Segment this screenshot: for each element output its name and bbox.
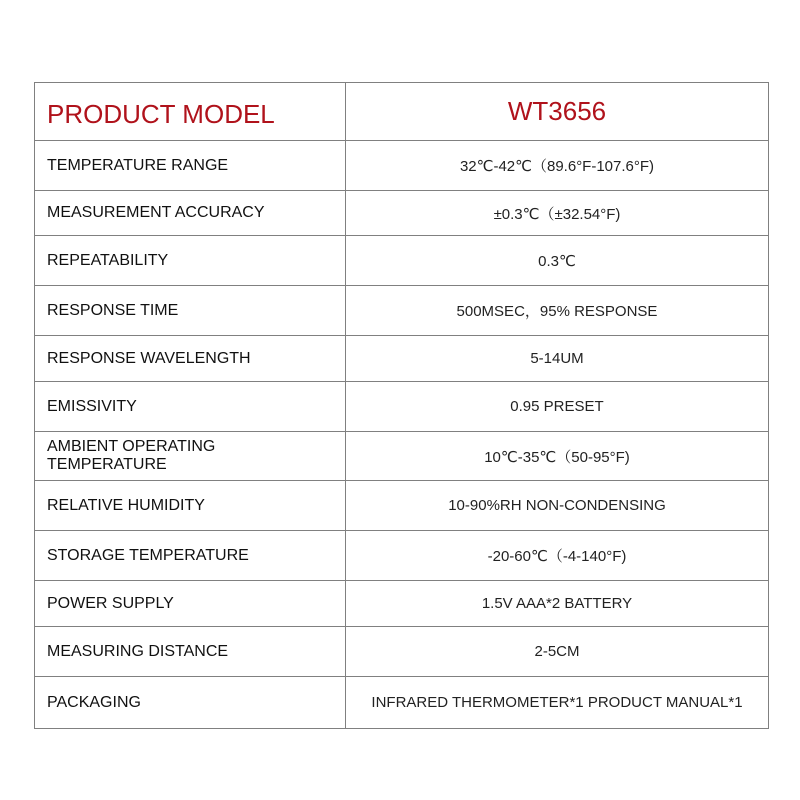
- spec-label: REPEATABILITY: [35, 236, 346, 286]
- spec-value: 500MSEC，95% RESPONSE: [346, 286, 769, 336]
- spec-value: 10-90%RH NON-CONDENSING: [346, 481, 769, 531]
- spec-value: 2-5CM: [346, 627, 769, 677]
- spec-value: INFRARED THERMOMETER*1 PRODUCT MANUAL*1: [346, 677, 769, 729]
- table-row: [35, 627, 769, 677]
- spec-value: 32℃-42℃（89.6°F-107.6°F): [346, 141, 769, 191]
- spec-table: [34, 82, 769, 729]
- spec-label: AMBIENT OPERATING TEMPERATURE: [35, 432, 346, 481]
- table-row: [35, 677, 769, 729]
- spec-value: 10℃-35℃（50-95°F): [346, 432, 769, 481]
- spec-label: RESPONSE TIME: [35, 286, 346, 336]
- spec-label: MEASUREMENT ACCURACY: [35, 191, 346, 236]
- spec-label: EMISSIVITY: [35, 382, 346, 432]
- table-row: [35, 141, 769, 191]
- spec-value: 5-14UM: [346, 336, 769, 382]
- spec-value: 0.3℃: [346, 236, 769, 286]
- spec-label: MEASURING DISTANCE: [35, 627, 346, 677]
- spec-value: -20-60℃（-4-140°F): [346, 531, 769, 581]
- spec-label: RESPONSE WAVELENGTH: [35, 336, 346, 382]
- table-row: [35, 336, 769, 382]
- spec-value: 0.95 PRESET: [346, 382, 769, 432]
- spec-label: POWER SUPPLY: [35, 581, 346, 627]
- spec-label: PACKAGING: [35, 677, 346, 729]
- header-label: PRODUCT MODEL: [35, 83, 346, 141]
- table-row: [35, 286, 769, 336]
- table-row: [35, 236, 769, 286]
- table-row: [35, 382, 769, 432]
- spec-label: TEMPERATURE RANGE: [35, 141, 346, 191]
- table-header-row: [35, 83, 769, 141]
- table-row: [35, 191, 769, 236]
- spec-value: ±0.3℃（±32.54°F): [346, 191, 769, 236]
- table-row: [35, 481, 769, 531]
- spec-label: STORAGE TEMPERATURE: [35, 531, 346, 581]
- spec-label: RELATIVE HUMIDITY: [35, 481, 346, 531]
- table-row: [35, 432, 769, 481]
- header-model: WT3656: [346, 83, 769, 141]
- table-row: [35, 531, 769, 581]
- table-row: [35, 581, 769, 627]
- spec-value: 1.5V AAA*2 BATTERY: [346, 581, 769, 627]
